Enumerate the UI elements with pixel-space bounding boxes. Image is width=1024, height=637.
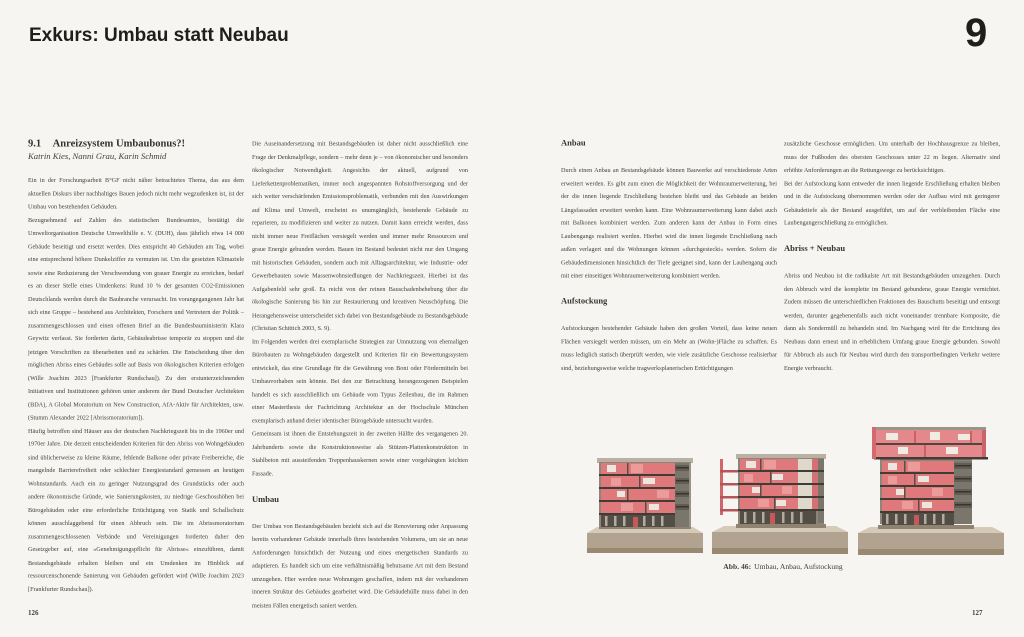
column-3: [561, 137, 777, 416]
section-title: Anreizsystem Umbaubonus?!: [52, 137, 186, 149]
paragraph: Durch einen Anbau an Bestandsgebäude können Bauwerke auf verschiedenste Arten erweitert werden. Es gibt zum einen die Möglichkeit der Wohnraumerweiterung, bei der die innen liegende Erschließung bestehen bleibt und das Gebäude an beiden Längsfassaden erweitert werden kann. Eine Wohnraumerweiterung kann dabei auch mit Balkonen kombiniert werden. Zum anderen kann der Anbau in Form eines Laubengangs realisiert werden. Hierbei wird die innen liegende Erschließung nach außen verlagert und die Wohnungen können »durchgesteckt« werden. Sofern die Gebäudedimensionen hinsichtlich der Tiefe geeignet sind, kann der Laubengang auch mit einer einseitigen Wohnraumerweiterung kombiniert werden.: [561, 165, 778, 280]
paragraph: Im Folgenden werden drei exemplarische Strategien zur Umnutzung von ehemaligen Bürobauten zu Wohngebäuden dargestellt und Kriterien für ein Bewertungssystem entwickelt, das eine Grundlage für die Gewährung von Boni oder Fördermitteln bei Umbauvorhaben sein könnte. Bei den zur Betrachtung herangezogenen Beispielen handelt es sich ausschließlich um Gebäude vom Typus Zeilenbau, die im Rahmen einer Masterthesis der Fachrichtung Architektur an der Hochschule München exemplarisch anhand dreier identischer Bürogebäude untersucht wurden.: [252, 337, 469, 425]
chapter-number: 9: [965, 11, 988, 55]
paragraph: Aufstockungen bestehender Gebäude haben den großen Vorteil, dass keine neuen Flächen versiegelt werden müssen, um ein Mehr an (Wohn-)Fläche zu schaffen. Es muss lediglich statisch überprüft werden, wie viele zusätzliche Geschosse realisierbar sind, beziehungsweise welche tragwerksplanerischen Ertüchtigungen: [561, 324, 778, 372]
page-number-right: 127: [972, 609, 983, 617]
section-authors: Katrin Kies, Nanni Grau, Karin Schmid: [28, 152, 167, 162]
building-model-aufstockung-photo: [858, 425, 1004, 560]
paragraph: Gemeinsam ist ihnen die Entstehungszeit in der zweiten Hälfte des vergangenen 20. Jahrhunderts sowie die Konstruktionsweise als Stützen-Plattenkonstruktion in Stahlbeton mit aussteifenden Treppenhauskernen sowie einer vorgehängten leichten Fassade.: [252, 429, 469, 477]
paragraph: Die Auseinandersetzung mit Bestandsgebäuden ist daher nicht ausschließlich eine Frage der Denkmalpflege, sondern – mehr denn je – von ökonomischer und besonders ökologischer Notwendigkeit. Angesichts der aktuell, aufgrund von Lieferkettenproblematiken, immer noch angespannten Rohstoffversorgung und der sich weiter verschärfenden Emissionsproblematik, verbunden mit den Auswirkungen auf Klima und Umwelt, erscheint es unumgänglich, bestehende Gebäude zu reparieren, zu modifizieren und weiter zu nutzen. Damit kann erreicht werden, dass nicht immer neue Freiflächen versiegelt werden und immer mehr Ressourcen und graue Energie gebunden werden. Bauen im Bestand bedeutet nicht nur den Umgang mit historischen Gebäuden, sondern auch mit Alltagsarchitektur, wie Industrie- oder Gewerbebauten sowie Massenwohnsiedlungen der Nachkriegszeit. Hierbei ist das Aufgabenfeld sehr groß. Es reicht von der reinen Bauschadenbehebung über die ökologische Sanierung bis hin zur Restaurierung und kreativen Neuschöpfung. Die Herangehensweise unterscheidet sich dabei von Bestandsgebäude zu Bestandsgebäude (Christian Schittich 2003, S. 9).: [252, 139, 469, 332]
building-model-umbau-photo: [587, 455, 703, 560]
subheading-abriss-neubau: Abriss + Neubau: [784, 244, 846, 254]
subheading-umbau: Umbau: [252, 494, 279, 504]
paragraph: Häufig betroffen sind Häuser aus der deutschen Nachkriegszeit bis in die 1960er und 1970er Jahre. Die derzeit entscheidenden Kriterien für den Abriss von Wohngebäuden sind üblicherweise zu kleine Räume, fehlende Balkone oder private Freibereiche, die mangelnde Barrierefreiheit oder schlechter Energiestandard gemessen an heutigen Wohnstandards. Auch ein zu geringer Nutzungsgrad des Grundstücks oder auch andere ökonomische Gründe, wie Sanierungskosten, zu niedrige Geschosshöhen bei Bürogebäuden oder eine erforderliche Ertüchtigung von Statik und Schallschutz können ausschlaggebend für einen Abbruch sein. Die im Abrissmoratorium zusammengeschlossenen Verbände und Vereinigungen forderten daher den Gesetzgeber auf, eine »Genehmigungspflicht für Abrisse« einzuführen, damit Bestandsgebäude erhalten bleiben und ein Umdenken im Hinblick auf ressourcenschonende Sanierung von Gebäuden gefördert wird (Wille Joachim 2023 [Frankfurter Rundschau]).: [28, 426, 245, 593]
subheading-aufstockung: Aufstockung: [561, 296, 608, 307]
paragraph: Abriss und Neubau ist die radikalste Art mit Bestandsgebäuden umzugehen. Durch den Abbruch wird die komplette im Bestand gebundene, graue Energie vernichtet. Zudem müssen die unterschiedlichen Fraktionen des Bauschutts beseitigt und entsorgt werden, darunter gegebenenfalls auch nicht voneinander trennbare Komposite, die dann als Sondermüll zu behandeln sind. Im Nachgang wird für die Errichtung des Neubaus dann erneut und in erheblichem Umfang graue Energie gebunden. Sowohl für Abbruch als auch für Neubau wird durch den transportbedingten Verkehr weitere Energie verbraucht.: [784, 271, 1001, 372]
figure-caption: [561, 562, 1005, 572]
building-model-anbau-photo: [712, 451, 848, 559]
figure-abb-46: [561, 425, 1005, 558]
paragraph: Bei der Aufstockung kann entweder die innen liegende Erschließung erhalten bleiben und in die Aufstockung übernommen werden oder der Aufbau wird mit geringerer Gebäudetiefe als der Bestand ausgeführt, um auf der verbleibenden Fläche eine Laubengangerschließung zu ermöglichen.: [784, 179, 1001, 227]
column-4: [784, 137, 1000, 416]
column-1: [28, 137, 244, 637]
paragraph: Ein in der Forschungsarbeit B°GF nicht näher betrachtetes Thema, das aus dem aktuellen Diskurs über nachhaltiges Bauen jedoch nicht mehr wegzudenken ist, ist der Umbau von bestehenden Gebäuden.: [28, 176, 245, 211]
section-number: 9.1: [28, 137, 42, 149]
page-number-left: 126: [28, 609, 39, 617]
paragraph: Der Umbau von Bestandsgebäuden bezieht sich auf die Renovierung oder Anpassung bereits vorhandener Gebäude innerhalb ihres bestehenden Volumens, um sie an neue Anforderungen hinsichtlich der Nutzung und eines energetischen Standards zu adaptieren. Es handelt sich um eine verhältnismäßig behutsame Art mit dem Bestand umzugehen. Hier werden neue Wohnungen geschaffen, indem mit der vorhandenen inneren Struktur des Gebäudes gearbeitet wird. Die Gebäudehülle muss dabei in den meisten Fällen energetisch saniert werden.: [252, 521, 469, 609]
paragraph: Bezugnehmend auf Zahlen des statistischen Bundesamtes, bestätigt die Umweltorganisation Deutsche Umwelthilfe e. V. (DUH), dass jährlich etwa 14 000 Gebäude beseitigt und ersetzt werden. Dies entspricht 40 Gebäuden am Tag, wobei eine entsprechend höhere Dunkelziffer zu vermuten ist. Um die gesetzten Klimaziele sowie eine Reduzierung der Verschwendung von grauer Energie zu erreichen, bedarf es an dieser Stelle eines Umdenkens: Rund 10 % der gesamten CO2-Emissionen Deutschlands werden durch die Baubranche verursacht. Im vorangegangenen Jahr hat sich eine Gruppe – bestehend aus Architekten, Forschern und Vertretern der Politik – zusammengeschlossen und einen offenen Brief an die Bundesbauministerin Klara Geywitz verfasst. Sie forderten darin, Gebäudeabrisse temporär zu stoppen und die jetzigen Vorschriften zu überarbeiten und zu schärfen. Die Entscheidung über den möglichen Abriss eines Gebäudes solle auf Basis von ökologischen Kriterien erfolgen (Wille Joachim 2023 [Frankfurter Rundschau]). Zu den erstunterzeichnenden Initiativen und Institutionen gehören unter anderem der Bund Deutscher Architekten (BDA), A Global Moratorium on New Construction, AfA-Aktiv für Architekten, usw. (Stumm Alexander 2022 [Abrissmoratorium]).: [28, 215, 245, 422]
figure-caption-text: Umbau, Anbau, Aufstockung: [754, 562, 843, 571]
page-title: Exkurs: Umbau statt Neubau: [29, 25, 289, 46]
paragraph: zusätzliche Geschosse ermöglichen. Um unterhalb der Hochhausgrenze zu bleiben, muss der Fußboden des obersten Geschosses unter 22 m liegen. Alternativ sind erhöhte Anforderungen an die Rettungswege zu berücksichtigen.: [784, 139, 1001, 174]
figure-caption-label: Abb. 46:: [723, 562, 752, 571]
column-2: [252, 137, 468, 637]
section-heading: [28, 137, 244, 150]
subheading-anbau: Anbau: [561, 138, 586, 149]
